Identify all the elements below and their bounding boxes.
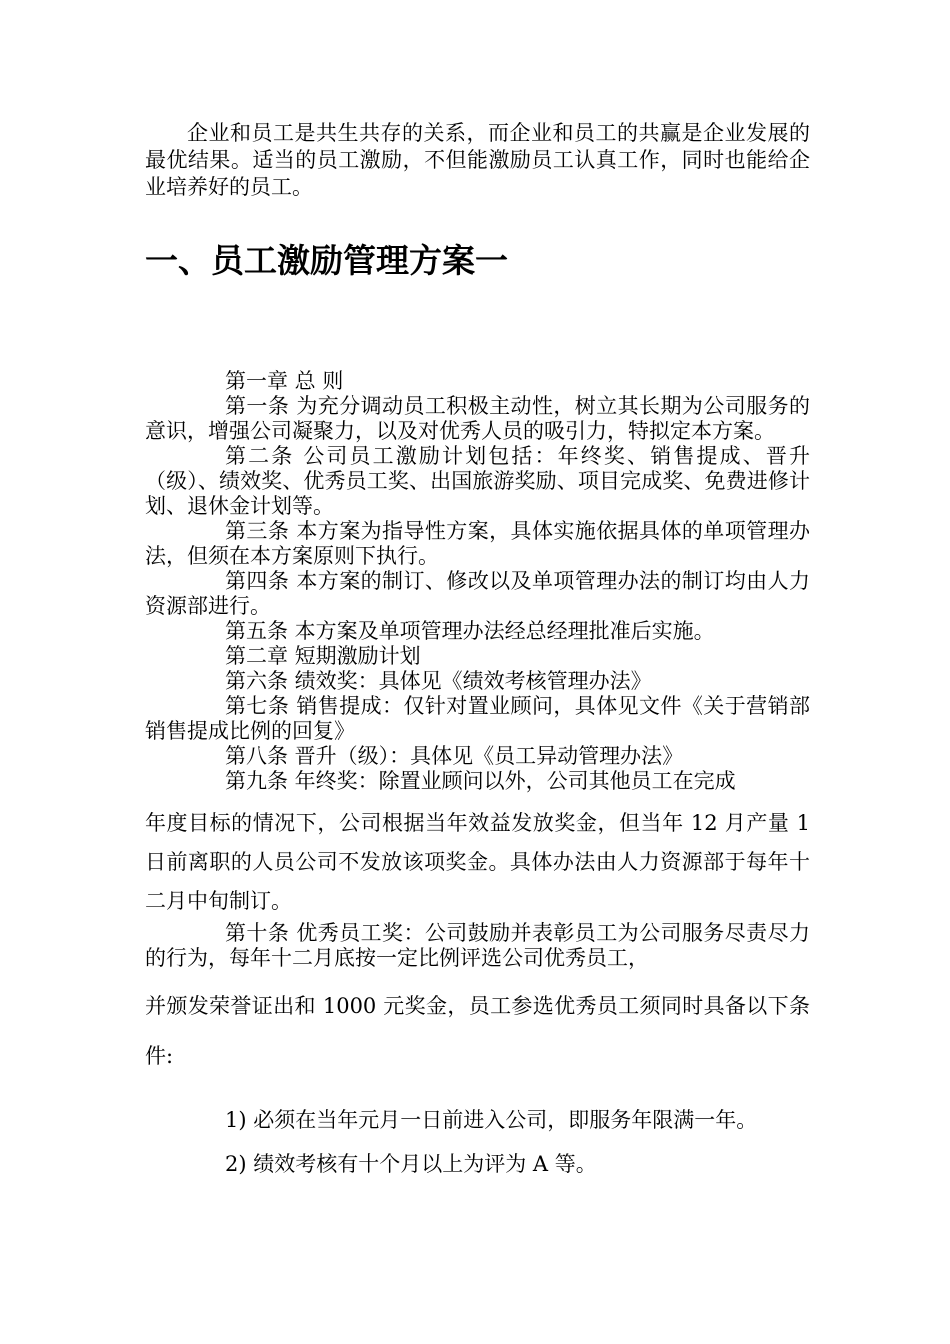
article-paragraph: 第五条 本方案及单项管理办法经总经理批准后实施。 [225, 619, 715, 643]
article-paragraph: 第四条 本方案的制订、修改以及单项管理办法的制订均由人力资源部进行。 [145, 569, 810, 618]
chapter-title: 第一章 总 则 [225, 369, 344, 393]
condition-item: 1) 必须在当年元月一日前进入公司，即服务年限满一年。 [225, 1108, 758, 1132]
article-paragraph: 第二条 公司员工激励计划包括：年终奖、销售提成、晋升（级）、绩效奖、优秀员工奖、出国旅游奖励、项目完成奖、免费进修计划、退休金计划等。 [145, 444, 810, 518]
document-body [145, 120, 810, 1177]
article-paragraph: 第一条 为充分调动员工积极主动性，树立其长期为公司服务的意识，增强公司凝聚力，以及对优秀人员的吸引力，特拟定本方案。 [145, 394, 810, 443]
article-paragraph: 第七条 销售提成：仅针对置业顾问，具体见文件《关于营销部销售提成比例的回复》 [145, 694, 810, 743]
article-10 [145, 921, 810, 1081]
article-paragraph: 第三条 本方案为指导性方案，具体实施依据具体的单项管理办法，但须在本方案原则下执行。 [145, 519, 810, 568]
article-9-body: 年度目标的情况下，公司根据当年效益发放奖金，但当年 12 月产量 1 日前离职的人员公司不发放该项奖金。具体办法由人力资源部于每年十二月中旬制订。 [145, 811, 810, 913]
condition-item: 2) 绩效考核有十个月以上为评为 A 等。 [225, 1152, 597, 1176]
article-paragraph: 第八条 晋升（级）：具体见《员工异动管理办法》 [225, 744, 684, 768]
conditions-list [145, 1108, 810, 1177]
article-paragraph: 第六条 绩效奖：具体见《绩效考核管理办法》 [225, 669, 652, 693]
article-9-first-line: 第九条 年终奖：除置业顾问以外，公司其他员工在完成 [225, 769, 736, 793]
chapter-title: 第二章 短期激励计划 [225, 644, 421, 668]
articles-section [145, 369, 810, 1177]
intro-paragraph: 企业和员工是共生共存的关系，而企业和员工的共赢是企业发展的最优结果。适当的员工激励，不但能激励员工认真工作，同时也能给企业培养好的员工。 [145, 121, 810, 199]
article-9 [145, 769, 810, 921]
article-10-first-part: 第十条 优秀员工奖：公司鼓励并表彰员工为公司服务尽责尽力的行为，每年十二月底按一定比例评选公司优秀员工， [145, 921, 810, 970]
section-heading: 一、员工激励管理方案一 [145, 241, 508, 280]
article-10-second-part: 并颁发荣誉证出和 1000 元奖金，员工参选优秀员工须同时具备以下条件: [145, 994, 810, 1068]
